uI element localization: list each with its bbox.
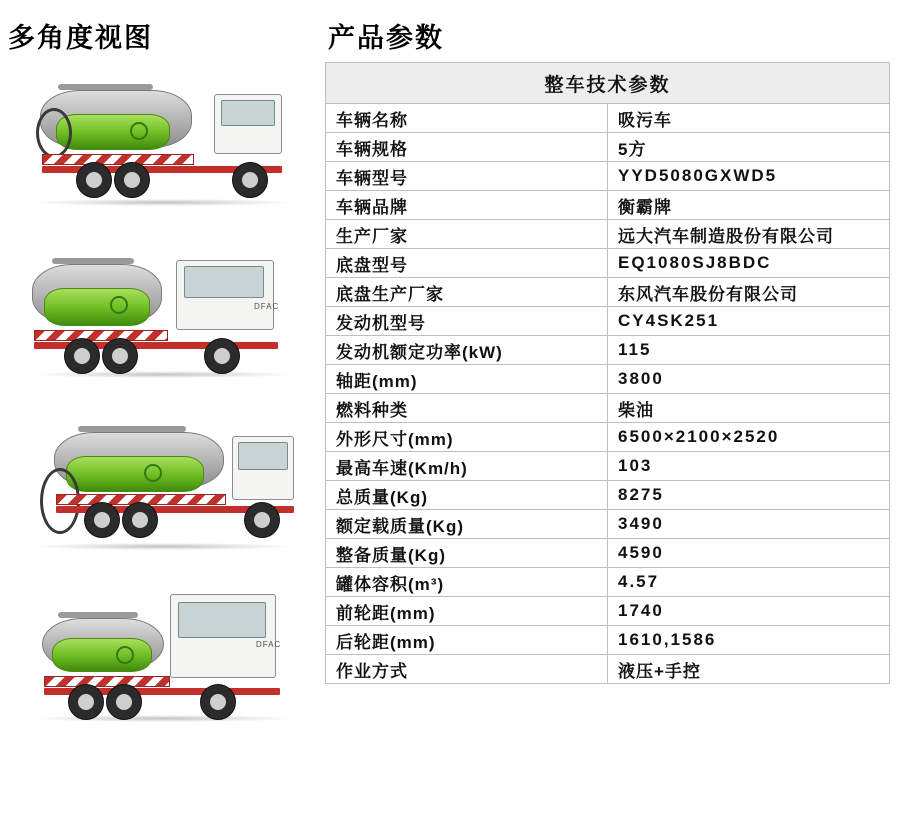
shadow [36, 199, 291, 206]
suction-pipe [58, 612, 138, 618]
spec-column [320, 0, 900, 831]
table-row [326, 220, 890, 249]
spec-table [325, 62, 890, 684]
row-label: 车辆型号 [326, 162, 608, 191]
table-header-row [326, 63, 890, 104]
row-label: 车辆名称 [326, 104, 608, 133]
wheel-rear-2 [114, 162, 150, 198]
row-value: 103 [608, 452, 890, 481]
row-label: 燃料种类 [326, 394, 608, 423]
row-label: 发动机额定功率(kW) [326, 336, 608, 365]
row-value: YYD5080GXWD5 [608, 162, 890, 191]
truck-photo-1[interactable] [18, 62, 308, 222]
row-label: 底盘生产厂家 [326, 278, 608, 307]
truck-photo-3[interactable] [18, 406, 308, 566]
row-label: 车辆规格 [326, 133, 608, 162]
row-value: 3490 [608, 510, 890, 539]
row-label: 整备质量(Kg) [326, 539, 608, 568]
table-row [326, 249, 890, 278]
truck-illustration-rear-left [18, 62, 308, 222]
suction-pipe [78, 426, 186, 432]
cab-window [184, 266, 264, 298]
table-row [326, 423, 890, 452]
cab-badge: DFAC [254, 302, 280, 311]
table-row [326, 191, 890, 220]
row-value: 4590 [608, 539, 890, 568]
row-value: 柴油 [608, 394, 890, 423]
row-label: 后轮距(mm) [326, 626, 608, 655]
cab-window [178, 602, 266, 638]
table-row [326, 626, 890, 655]
warning-stripe [42, 154, 194, 165]
spec-title: 产品参数 [328, 23, 444, 53]
row-value: 远大汽车制造股份有限公司 [608, 220, 890, 249]
wheel-rear-2 [102, 338, 138, 374]
wheel-rear-2 [106, 684, 142, 720]
table-row [326, 104, 890, 133]
row-value: 8275 [608, 481, 890, 510]
wheel-rear [84, 502, 120, 538]
warning-stripe [34, 330, 168, 341]
row-label: 额定载质量(Kg) [326, 510, 608, 539]
gallery [0, 62, 320, 750]
row-value: 3800 [608, 365, 890, 394]
row-value: 5方 [608, 133, 890, 162]
row-label: 轴距(mm) [326, 365, 608, 394]
wheel-front [232, 162, 268, 198]
wheel-front [204, 338, 240, 374]
row-value: 4.57 [608, 568, 890, 597]
truck-illustration-front-left [18, 234, 308, 394]
cab-window [221, 100, 275, 126]
truck-illustration-side [18, 406, 308, 566]
suction-hose [36, 108, 72, 158]
row-label: 车辆品牌 [326, 191, 608, 220]
tank-green-band [56, 114, 170, 150]
row-label: 作业方式 [326, 655, 608, 684]
spec-table-body [326, 104, 890, 684]
spec-table-header: 整车技术参数 [326, 63, 890, 104]
suction-pipe [52, 258, 134, 264]
row-label: 外形尺寸(mm) [326, 423, 608, 452]
spec-table-head [326, 63, 890, 104]
row-value: 吸污车 [608, 104, 890, 133]
row-value: CY4SK251 [608, 307, 890, 336]
gallery-column [0, 0, 320, 831]
row-value: 115 [608, 336, 890, 365]
wheel-front [200, 684, 236, 720]
warning-stripe [44, 676, 170, 687]
table-row [326, 452, 890, 481]
row-label: 最高车速(Km/h) [326, 452, 608, 481]
cab-window [238, 442, 288, 470]
brand-logo-icon [130, 122, 148, 140]
table-row [326, 307, 890, 336]
table-row [326, 162, 890, 191]
row-value: 1610,1586 [608, 626, 890, 655]
table-row [326, 133, 890, 162]
row-label: 底盘型号 [326, 249, 608, 278]
table-row [326, 365, 890, 394]
table-row [326, 597, 890, 626]
suction-pipe [58, 84, 153, 90]
shadow [36, 543, 291, 550]
truck-photo-4[interactable] [18, 578, 308, 738]
tank-green-band [66, 456, 204, 492]
truck-photo-2[interactable] [18, 234, 308, 394]
row-value: 6500×2100×2520 [608, 423, 890, 452]
wheel-front [244, 502, 280, 538]
row-label: 前轮距(mm) [326, 597, 608, 626]
table-row [326, 568, 890, 597]
row-label: 生产厂家 [326, 220, 608, 249]
row-value: 东风汽车股份有限公司 [608, 278, 890, 307]
row-label: 罐体容积(m³) [326, 568, 608, 597]
wheel-rear [64, 338, 100, 374]
row-label: 发动机型号 [326, 307, 608, 336]
gallery-title: 多角度视图 [8, 23, 153, 53]
tank-green-band [52, 638, 152, 672]
truck-illustration-front-angle [18, 578, 308, 738]
brand-logo-icon [144, 464, 162, 482]
row-value: EQ1080SJ8BDC [608, 249, 890, 278]
wheel-rear-2 [122, 502, 158, 538]
wheel-rear [68, 684, 104, 720]
table-row [326, 655, 890, 684]
row-value: 液压+手控 [608, 655, 890, 684]
cab-badge: DFAC [256, 640, 282, 649]
table-row [326, 510, 890, 539]
brand-logo-icon [116, 646, 134, 664]
wheel-rear [76, 162, 112, 198]
table-row [326, 278, 890, 307]
row-label: 总质量(Kg) [326, 481, 608, 510]
row-value: 衡霸牌 [608, 191, 890, 220]
table-row [326, 539, 890, 568]
tank-green-band [44, 288, 150, 326]
table-row [326, 394, 890, 423]
table-row [326, 481, 890, 510]
brand-logo-icon [110, 296, 128, 314]
table-row [326, 336, 890, 365]
row-value: 1740 [608, 597, 890, 626]
